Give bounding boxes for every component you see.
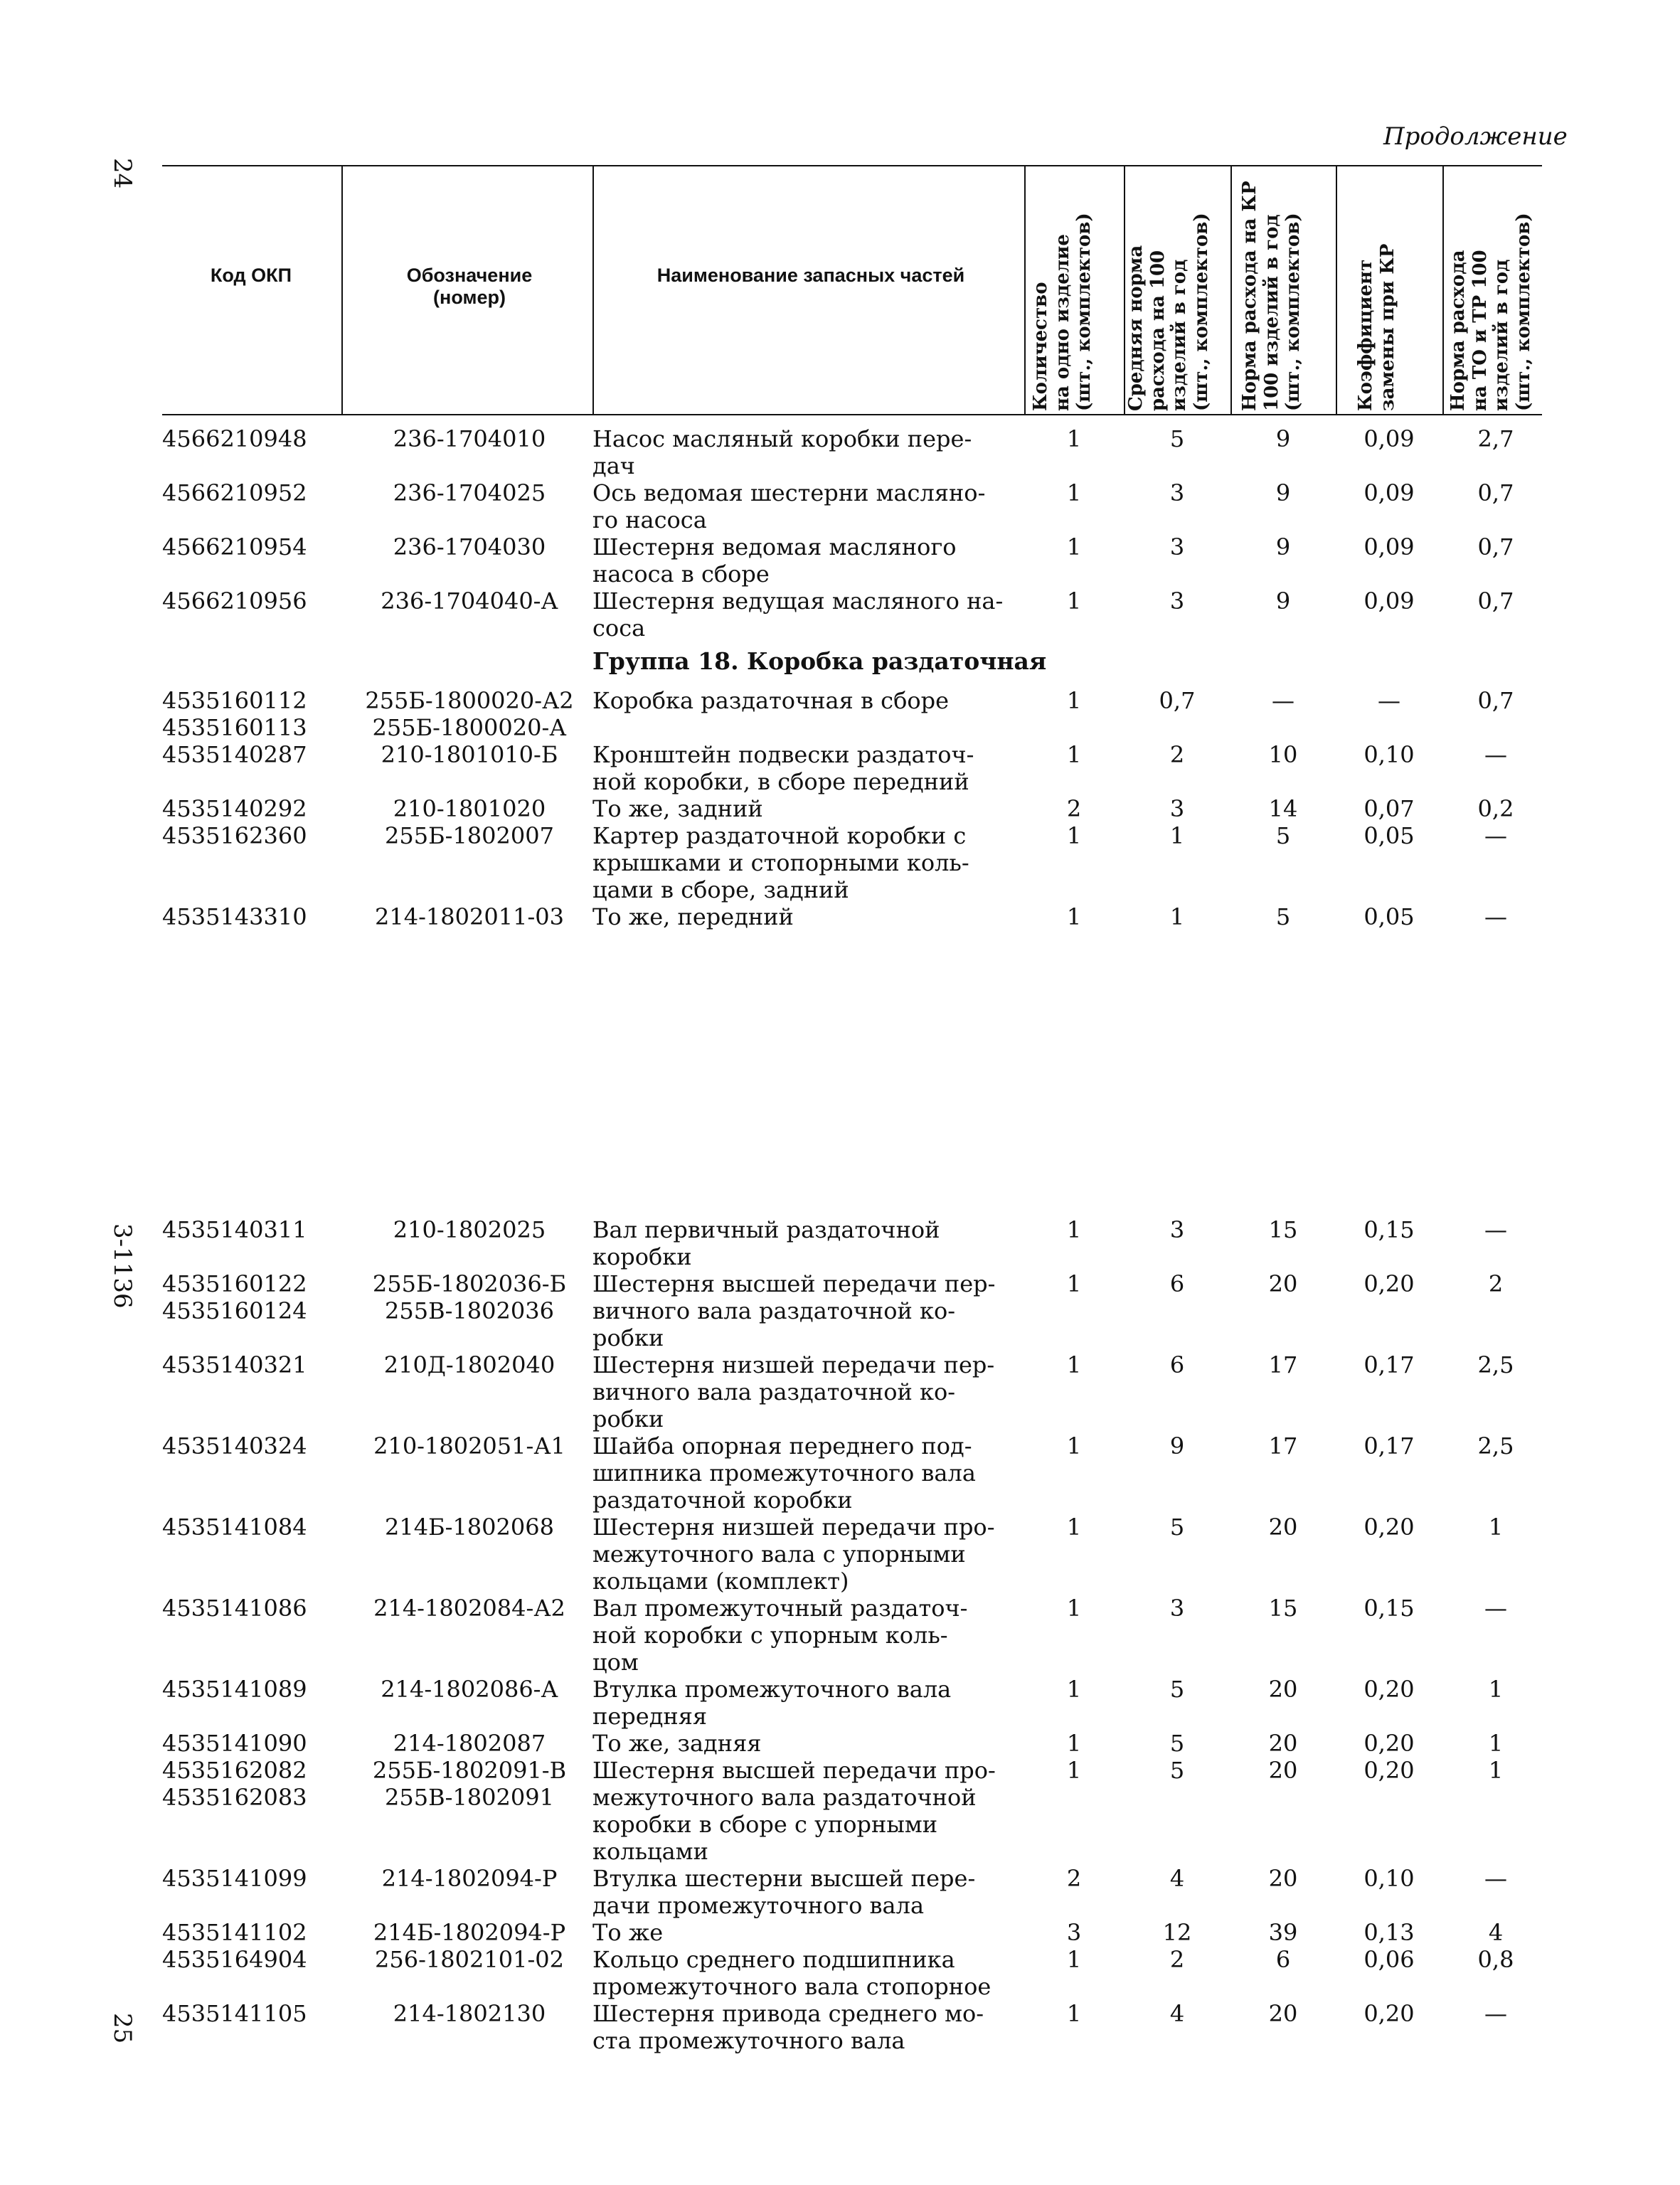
- replace-coef: 0,15: [1363, 1216, 1415, 1243]
- qty-per-unit: 1: [1066, 741, 1082, 768]
- okp-code: 4535141102: [162, 1919, 307, 1946]
- okp-code: 4566210948: [162, 425, 307, 452]
- okp-code: 4535141105: [162, 2000, 307, 2027]
- replace-coef: 0,10: [1363, 1865, 1415, 1892]
- designation: 214-1802087: [393, 1730, 546, 1757]
- kr-rate: 9: [1275, 533, 1291, 560]
- designation: 236-1704025: [393, 479, 546, 506]
- replace-coef: 0,17: [1363, 1432, 1415, 1460]
- okp-code: 4535160122: [162, 1270, 307, 1297]
- to-rate: 1: [1488, 1730, 1504, 1757]
- qty-per-unit: 1: [1066, 1676, 1082, 1703]
- part-name: цами в сборе, задний: [592, 876, 849, 903]
- to-rate: 2: [1488, 1270, 1504, 1297]
- okp-code: 4535141090: [162, 1730, 307, 1757]
- kr-rate: 20: [1268, 1757, 1298, 1784]
- replace-coef: 0,20: [1363, 1757, 1415, 1784]
- okp-code: 4535140292: [162, 795, 307, 822]
- kr-rate: 20: [1268, 1730, 1298, 1757]
- avg-rate: 5: [1169, 1514, 1185, 1541]
- okp-code: 4566210952: [162, 479, 307, 506]
- qty-per-unit: 1: [1066, 588, 1082, 615]
- part-name: шипника промежуточного вала: [592, 1460, 976, 1487]
- to-rate: 0,7: [1477, 479, 1514, 506]
- okp-code: 4535143310: [162, 903, 307, 930]
- kr-rate: 15: [1268, 1216, 1298, 1243]
- qty-per-unit: 1: [1066, 2000, 1082, 2027]
- avg-rate: 5: [1169, 425, 1185, 452]
- header-bottom-rule: [162, 414, 1542, 415]
- continuation-label: Продолжение: [1383, 122, 1568, 151]
- avg-rate: 3: [1169, 588, 1185, 615]
- replace-coef: 0,20: [1363, 1514, 1415, 1541]
- okp-code: 4535141084: [162, 1514, 307, 1541]
- okp-code: 4535164904: [162, 1946, 307, 1973]
- designation: 214-1802130: [393, 2000, 546, 2027]
- col-header-qty: Количество на одно изделие (шт., комплектов): [1030, 213, 1095, 411]
- designation: 256-1802101-02: [375, 1946, 564, 1973]
- qty-per-unit: 1: [1066, 1946, 1082, 1973]
- part-name: цом: [592, 1649, 639, 1676]
- kr-rate: 15: [1268, 1595, 1298, 1622]
- to-rate: 2,7: [1477, 425, 1514, 452]
- replace-coef: 0,09: [1363, 479, 1415, 506]
- part-name: Насос масляный коробки пере-: [592, 425, 972, 452]
- replace-coef: 0,09: [1363, 588, 1415, 615]
- okp-code-alt: 4535160113: [162, 714, 307, 741]
- qty-per-unit: 1: [1066, 1351, 1082, 1378]
- part-name: ной коробки с упорным коль-: [592, 1622, 948, 1649]
- designation-alt: 255В-1802036: [385, 1297, 554, 1324]
- designation: 214-1802011-03: [375, 903, 564, 930]
- designation: 210-1801020: [393, 795, 546, 822]
- okp-code: 4535162082: [162, 1757, 307, 1784]
- avg-rate: 6: [1169, 1270, 1185, 1297]
- kr-rate: 9: [1275, 425, 1291, 452]
- to-rate: 0,7: [1477, 687, 1514, 714]
- part-name: Кольцо среднего подшипника: [592, 1946, 955, 1973]
- part-name: коробки в сборе с упорными: [592, 1811, 938, 1838]
- designation: 210-1802025: [393, 1216, 546, 1243]
- designation: 236-1704010: [393, 425, 546, 452]
- page-number-left: 24: [108, 158, 137, 189]
- okp-code: 4535162360: [162, 822, 307, 849]
- designation: 214Б-1802068: [385, 1514, 554, 1541]
- avg-rate: 9: [1169, 1432, 1185, 1460]
- to-rate: —: [1484, 1216, 1507, 1243]
- kr-rate: 20: [1268, 2000, 1298, 2027]
- part-name: ной коробки, в сборе передний: [592, 768, 969, 795]
- part-name: ста промежуточного вала: [592, 2027, 905, 2054]
- kr-rate: 10: [1268, 741, 1298, 768]
- designation: 214Б-1802094-Р: [373, 1919, 566, 1946]
- qty-per-unit: 1: [1066, 822, 1082, 849]
- to-rate: 1: [1488, 1676, 1504, 1703]
- avg-rate: 6: [1169, 1351, 1185, 1378]
- avg-rate: 4: [1169, 1865, 1185, 1892]
- designation-alt: 255В-1802091: [385, 1784, 554, 1811]
- avg-rate: 3: [1169, 479, 1185, 506]
- avg-rate: 3: [1169, 1595, 1185, 1622]
- part-name: передняя: [592, 1703, 708, 1730]
- part-name: коробки: [592, 1243, 692, 1270]
- replace-coef: 0,20: [1363, 1270, 1415, 1297]
- to-rate: —: [1484, 1865, 1507, 1892]
- okp-code: 4566210954: [162, 533, 307, 560]
- replace-coef: 0,20: [1363, 2000, 1415, 2027]
- part-name: вичного вала раздаточной ко-: [592, 1378, 956, 1405]
- part-name: Кронштейн подвески раздаточ-: [592, 741, 974, 768]
- col-header-designation: Обозначение (номер): [406, 265, 533, 309]
- col-header-name: Наименование запасных частей: [656, 265, 965, 286]
- kr-rate: 9: [1275, 479, 1291, 506]
- part-name: дач: [592, 452, 635, 479]
- to-rate: 0,7: [1477, 533, 1514, 560]
- qty-per-unit: 1: [1066, 687, 1082, 714]
- part-name: Шестерня высшей передачи про-: [592, 1757, 996, 1784]
- part-name: Шестерня ведомая масляного: [592, 533, 957, 560]
- designation: 214-1802086-А: [381, 1676, 558, 1703]
- designation: 255Б-1800020-А2: [365, 687, 574, 714]
- part-name: промежуточного вала стопорное: [592, 1973, 991, 2000]
- part-name: робки: [592, 1405, 664, 1432]
- part-name: Шестерня привода среднего мо-: [592, 2000, 984, 2027]
- kr-rate: 6: [1275, 1946, 1291, 1973]
- kr-rate: —: [1272, 687, 1294, 714]
- avg-rate: 1: [1169, 903, 1185, 930]
- qty-per-unit: 1: [1066, 1730, 1082, 1757]
- replace-coef: 0,07: [1363, 795, 1415, 822]
- qty-per-unit: 1: [1066, 533, 1082, 560]
- designation: 214-1802094-Р: [381, 1865, 558, 1892]
- avg-rate: 4: [1169, 2000, 1185, 2027]
- part-name: кольцами: [592, 1838, 708, 1865]
- part-name: То же: [592, 1919, 664, 1946]
- kr-rate: 17: [1268, 1432, 1298, 1460]
- designation: 255Б-1802007: [385, 822, 554, 849]
- part-name: соса: [592, 615, 646, 642]
- kr-rate: 9: [1275, 588, 1291, 615]
- to-rate: —: [1484, 903, 1507, 930]
- avg-rate: 2: [1169, 1946, 1185, 1973]
- part-name: кольцами (комплект): [592, 1568, 849, 1595]
- to-rate: 4: [1488, 1919, 1504, 1946]
- okp-code: 4535140287: [162, 741, 307, 768]
- qty-per-unit: 1: [1066, 1270, 1082, 1297]
- replace-coef: 0,05: [1363, 903, 1415, 930]
- col-header-to: Норма расхода на ТО и ТР 100 изделий в год (шт., комплектов): [1447, 213, 1535, 411]
- replace-coef: 0,15: [1363, 1595, 1415, 1622]
- qty-per-unit: 1: [1066, 425, 1082, 452]
- group-heading: Группа 18. Коробка раздаточная: [592, 647, 1047, 675]
- part-name: Шестерня ведущая масляного на-: [592, 588, 1004, 615]
- kr-rate: 5: [1275, 903, 1291, 930]
- header-top-rule: [162, 165, 1542, 166]
- kr-rate: 14: [1268, 795, 1298, 822]
- kr-rate: 20: [1268, 1676, 1298, 1703]
- avg-rate: 1: [1169, 822, 1185, 849]
- designation: 255Б-1802036-Б: [372, 1270, 567, 1297]
- kr-rate: 20: [1268, 1514, 1298, 1541]
- replace-coef: 0,13: [1363, 1919, 1415, 1946]
- kr-rate: 5: [1275, 822, 1291, 849]
- to-rate: 0,8: [1477, 1946, 1514, 1973]
- part-name: Втулка промежуточного вала: [592, 1676, 952, 1703]
- replace-coef: 0,09: [1363, 533, 1415, 560]
- qty-per-unit: 2: [1066, 795, 1082, 822]
- page-number-right: 25: [108, 2013, 137, 2044]
- col-header-kr: Норма расхода на КР 100 изделий в год (шт., комплектов): [1239, 181, 1304, 411]
- col-header-avg: Средняя норма расхода на 100 изделий в год (шт., комплектов): [1125, 213, 1213, 411]
- part-name: Шестерня низшей передачи про-: [592, 1514, 995, 1541]
- part-name: Втулка шестерни высшей пере-: [592, 1865, 976, 1892]
- part-name: робки: [592, 1324, 664, 1351]
- to-rate: 0,7: [1477, 588, 1514, 615]
- qty-per-unit: 2: [1066, 1865, 1082, 1892]
- to-rate: 2,5: [1477, 1432, 1514, 1460]
- designation: 255Б-1802091-В: [372, 1757, 567, 1784]
- to-rate: 0,2: [1477, 795, 1514, 822]
- part-name: го насоса: [592, 506, 707, 533]
- avg-rate: 0,7: [1159, 687, 1196, 714]
- okp-code: 4535140311: [162, 1216, 307, 1243]
- part-name: Вал первичный раздаточной: [592, 1216, 940, 1243]
- part-name: То же, задний: [592, 795, 763, 822]
- designation: 210-1802051-А1: [373, 1432, 565, 1460]
- okp-code: 4535140321: [162, 1351, 307, 1378]
- part-name: насоса в сборе: [592, 560, 770, 588]
- replace-coef: 0,06: [1363, 1946, 1415, 1973]
- designation: 210-1801010-Б: [381, 741, 558, 768]
- designation: 214-1802084-А2: [373, 1595, 565, 1622]
- avg-rate: 12: [1162, 1919, 1192, 1946]
- to-rate: —: [1484, 1595, 1507, 1622]
- okp-code: 4535141086: [162, 1595, 307, 1622]
- to-rate: —: [1484, 741, 1507, 768]
- to-rate: 2,5: [1477, 1351, 1514, 1378]
- part-name: Ось ведомая шестерни масляно-: [592, 479, 986, 506]
- okp-code: 4535141089: [162, 1676, 307, 1703]
- replace-coef: —: [1378, 687, 1400, 714]
- avg-rate: 5: [1169, 1757, 1185, 1784]
- avg-rate: 3: [1169, 1216, 1185, 1243]
- qty-per-unit: 1: [1066, 1595, 1082, 1622]
- to-rate: 1: [1488, 1514, 1504, 1541]
- avg-rate: 5: [1169, 1730, 1185, 1757]
- replace-coef: 0,17: [1363, 1351, 1415, 1378]
- col-header-coef: Коэффициент замены при КР: [1355, 243, 1398, 411]
- okp-code: 4535140324: [162, 1432, 307, 1460]
- qty-per-unit: 1: [1066, 903, 1082, 930]
- okp-code-alt: 4535160124: [162, 1297, 307, 1324]
- part-name: раздаточной коробки: [592, 1487, 853, 1514]
- designation-alt: 255Б-1800020-А: [372, 714, 567, 741]
- avg-rate: 3: [1169, 533, 1185, 560]
- qty-per-unit: 3: [1066, 1919, 1082, 1946]
- part-name: Вал промежуточный раздаточ-: [592, 1595, 968, 1622]
- designation: 236-1704030: [393, 533, 546, 560]
- part-name: вичного вала раздаточной ко-: [592, 1297, 956, 1324]
- qty-per-unit: 1: [1066, 479, 1082, 506]
- designation: 210Д-1802040: [383, 1351, 555, 1378]
- avg-rate: 5: [1169, 1676, 1185, 1703]
- okp-code: 4535160112: [162, 687, 307, 714]
- qty-per-unit: 1: [1066, 1216, 1082, 1243]
- kr-rate: 39: [1268, 1919, 1298, 1946]
- to-rate: —: [1484, 822, 1507, 849]
- kr-rate: 17: [1268, 1351, 1298, 1378]
- part-name: Шайба опорная переднего под-: [592, 1432, 972, 1460]
- qty-per-unit: 1: [1066, 1432, 1082, 1460]
- replace-coef: 0,20: [1363, 1676, 1415, 1703]
- part-name: дачи промежуточного вала: [592, 1892, 925, 1919]
- part-name: крышками и стопорными коль-: [592, 849, 969, 876]
- to-rate: 1: [1488, 1757, 1504, 1784]
- signature-mark: 3-1136: [108, 1223, 137, 1309]
- part-name: межуточного вала раздаточной: [592, 1784, 977, 1811]
- part-name: Картер раздаточной коробки с: [592, 822, 967, 849]
- okp-code: 4566210956: [162, 588, 307, 615]
- part-name: межуточного вала с упорными: [592, 1541, 966, 1568]
- qty-per-unit: 1: [1066, 1757, 1082, 1784]
- okp-code-alt: 4535162083: [162, 1784, 307, 1811]
- avg-rate: 3: [1169, 795, 1185, 822]
- part-name: Шестерня низшей передачи пер-: [592, 1351, 995, 1378]
- part-name: Шестерня высшей передачи пер-: [592, 1270, 996, 1297]
- col-header-code: Код ОКП: [210, 265, 292, 286]
- okp-code: 4535141099: [162, 1865, 307, 1892]
- part-name: То же, задняя: [592, 1730, 762, 1757]
- replace-coef: 0,20: [1363, 1730, 1415, 1757]
- avg-rate: 2: [1169, 741, 1185, 768]
- designation: 236-1704040-А: [381, 588, 558, 615]
- qty-per-unit: 1: [1066, 1514, 1082, 1541]
- kr-rate: 20: [1268, 1865, 1298, 1892]
- part-name: То же, передний: [592, 903, 794, 930]
- to-rate: —: [1484, 2000, 1507, 2027]
- part-name: Коробка раздаточная в сборе: [592, 687, 950, 714]
- kr-rate: 20: [1268, 1270, 1298, 1297]
- replace-coef: 0,09: [1363, 425, 1415, 452]
- replace-coef: 0,10: [1363, 741, 1415, 768]
- replace-coef: 0,05: [1363, 822, 1415, 849]
